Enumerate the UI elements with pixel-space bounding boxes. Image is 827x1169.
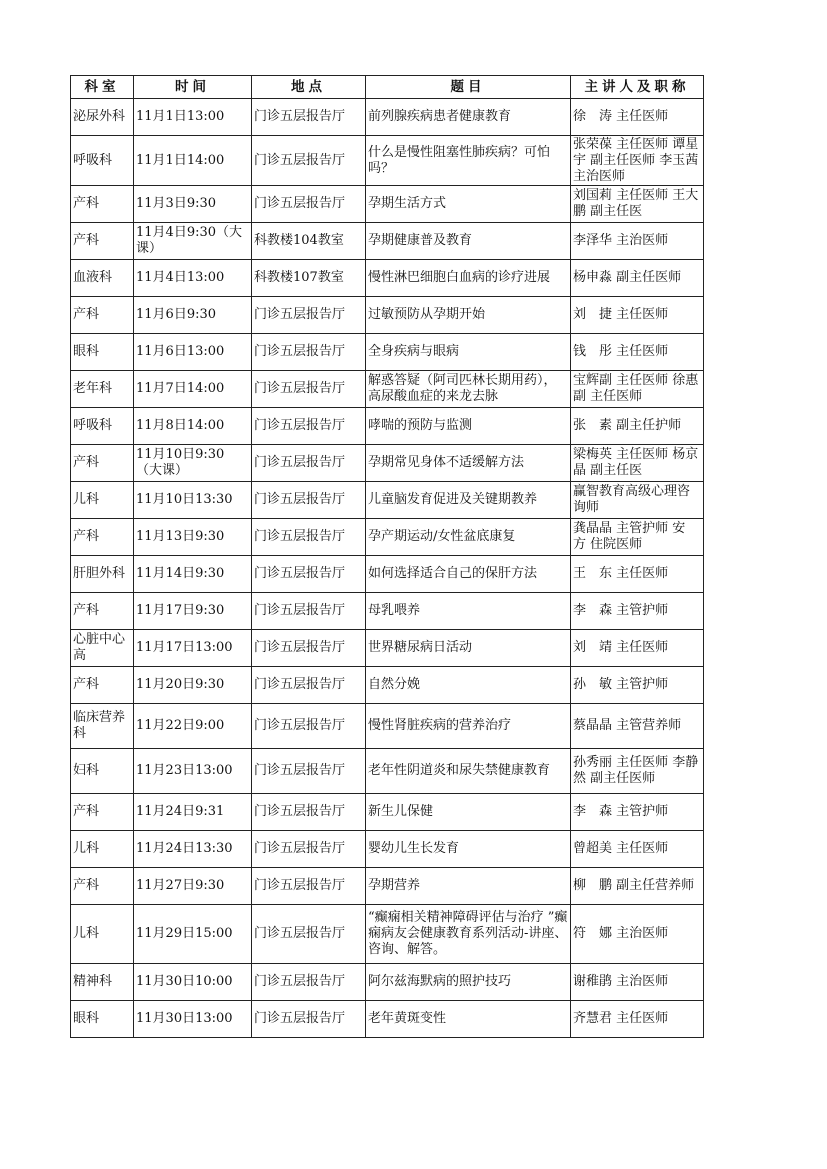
place-text: 门诊五层报告厅 xyxy=(254,677,346,692)
dept-text: 产科 xyxy=(73,233,100,248)
dept-text: 妇科 xyxy=(73,763,100,778)
dept-text: 产科 xyxy=(73,307,100,322)
cell-dept xyxy=(71,482,134,519)
cell-topic xyxy=(366,831,571,868)
cell-dept xyxy=(71,371,134,408)
time-text: 11月6日13:00 xyxy=(136,344,225,359)
place-text: 门诊五层报告厅 xyxy=(254,640,346,655)
speaker-text: 李 森 主管护师 xyxy=(573,603,669,618)
cell-dept xyxy=(71,1001,134,1038)
speaker-text: 王 东 主任医师 xyxy=(573,566,669,581)
cell-topic xyxy=(366,186,571,223)
dept-text: 泌尿外科 xyxy=(73,109,126,124)
dept-text: 精神科 xyxy=(73,974,113,989)
cell-speaker xyxy=(571,223,704,260)
place-text: 门诊五层报告厅 xyxy=(254,804,346,819)
speaker-text: 蔡晶晶 主管营养师 xyxy=(573,718,682,733)
topic-text: 全身疾病与眼病 xyxy=(368,344,460,359)
place-text: 门诊五层报告厅 xyxy=(254,841,346,856)
dept-text: 眼科 xyxy=(73,344,100,359)
cell-place xyxy=(252,667,366,704)
place-text: 门诊五层报告厅 xyxy=(254,455,346,470)
cell-speaker xyxy=(571,297,704,334)
cell-place xyxy=(252,1001,366,1038)
cell-topic xyxy=(366,630,571,667)
cell-time xyxy=(134,334,252,371)
place-text: 门诊五层报告厅 xyxy=(254,196,346,211)
topic-text: 前列腺疾病患者健康教育 xyxy=(368,109,512,124)
cell-topic xyxy=(366,667,571,704)
speaker-text: 钱 彤 主任医师 xyxy=(573,344,669,359)
cell-time xyxy=(134,260,252,297)
cell-topic xyxy=(366,297,571,334)
cell-speaker xyxy=(571,630,704,667)
place-text: 门诊五层报告厅 xyxy=(254,307,346,322)
cell-speaker xyxy=(571,334,704,371)
cell-topic xyxy=(366,445,571,482)
dept-text: 产科 xyxy=(73,196,100,211)
cell-place xyxy=(252,794,366,831)
cell-time xyxy=(134,630,252,667)
speaker-text: 刘 捷 主任医师 xyxy=(573,307,669,322)
cell-time xyxy=(134,482,252,519)
dept-text: 呼吸科 xyxy=(73,152,113,168)
cell-place xyxy=(252,99,366,136)
time-text: 11月29日15:00 xyxy=(136,926,233,941)
time-text: 11月10日9:30（大课） xyxy=(136,447,225,478)
dept-text: 呼吸科 xyxy=(73,418,113,433)
time-text: 11月24日13:30 xyxy=(136,841,233,856)
place-text: 门诊五层报告厅 xyxy=(254,381,346,396)
time-text: 11月20日9:30 xyxy=(136,677,225,692)
cell-time xyxy=(134,964,252,1001)
time-text: 11月10日13:30 xyxy=(136,492,233,507)
cell-topic xyxy=(366,334,571,371)
cell-topic xyxy=(366,408,571,445)
topic-text: 孕期常见身体不适缓解方法 xyxy=(368,455,525,470)
header-speaker: 主讲人及职称 xyxy=(571,76,704,99)
topic-text: 儿童脑发育促进及关键期教养 xyxy=(368,492,538,507)
table-row xyxy=(71,136,704,186)
cell-speaker xyxy=(571,964,704,1001)
speaker-text: 刘 靖 主任医师 xyxy=(573,640,669,655)
time-text: 11月3日9:30 xyxy=(136,196,217,211)
topic-text: 新生儿保健 xyxy=(368,804,434,819)
place-text: 门诊五层报告厅 xyxy=(254,1011,346,1026)
time-text: 11月13日9:30 xyxy=(136,529,225,544)
cell-place xyxy=(252,905,366,964)
cell-speaker xyxy=(571,831,704,868)
cell-dept xyxy=(71,334,134,371)
dept-text: 临床营养科 xyxy=(73,710,126,741)
cell-topic xyxy=(366,905,571,964)
cell-speaker xyxy=(571,186,704,223)
cell-dept xyxy=(71,519,134,556)
topic-text: 慢性肾脏疾病的营养治疗 xyxy=(368,718,512,733)
time-text: 11月24日9:31 xyxy=(136,804,225,819)
cell-time xyxy=(134,445,252,482)
cell-place xyxy=(252,334,366,371)
cell-dept xyxy=(71,260,134,297)
dept-text: 产科 xyxy=(73,603,100,618)
table-row xyxy=(71,593,704,630)
topic-text: 孕产期运动/女性盆底康复 xyxy=(368,529,516,544)
cell-time xyxy=(134,593,252,630)
cell-dept xyxy=(71,99,134,136)
cell-time xyxy=(134,1001,252,1038)
cell-topic xyxy=(366,964,571,1001)
table-row xyxy=(71,408,704,445)
cell-place xyxy=(252,371,366,408)
table-row xyxy=(71,868,704,905)
table-row xyxy=(71,556,704,593)
cell-topic xyxy=(366,136,571,186)
cell-dept xyxy=(71,964,134,1001)
table-row xyxy=(71,905,704,964)
cell-time xyxy=(134,667,252,704)
cell-place xyxy=(252,630,366,667)
cell-topic xyxy=(366,704,571,749)
header-topic: 题目 xyxy=(366,76,571,99)
dept-text: 心脏中心 高 xyxy=(73,632,152,663)
cell-dept xyxy=(71,868,134,905)
cell-speaker xyxy=(571,704,704,749)
cell-time xyxy=(134,136,252,186)
table-row xyxy=(71,667,704,704)
place-text: 门诊五层报告厅 xyxy=(254,926,346,941)
cell-speaker xyxy=(571,371,704,408)
time-text: 11月17日13:00 xyxy=(136,640,233,655)
header-time: 时间 xyxy=(134,76,252,99)
header-place: 地点 xyxy=(252,76,366,99)
cell-topic xyxy=(366,794,571,831)
place-text: 门诊五层报告厅 xyxy=(254,763,346,778)
cell-dept xyxy=(71,223,134,260)
cell-speaker xyxy=(571,905,704,964)
dept-text: 老年科 xyxy=(73,381,113,396)
place-text: 门诊五层报告厅 xyxy=(254,974,346,989)
time-text: 11月17日9:30 xyxy=(136,603,225,618)
topic-text: 母乳喂养 xyxy=(368,603,421,618)
topic-text: 老年黄斑变性 xyxy=(368,1011,447,1026)
time-text: 11月30日10:00 xyxy=(136,974,233,989)
cell-place xyxy=(252,408,366,445)
cell-topic xyxy=(366,99,571,136)
speaker-text: 刘国莉 主任医师 王大鹏 副主任医 xyxy=(573,188,699,219)
cell-place xyxy=(252,136,366,186)
speaker-text: 齐慧君 主任医师 xyxy=(573,1011,669,1026)
place-text: 门诊五层报告厅 xyxy=(254,109,346,124)
cell-speaker xyxy=(571,136,704,186)
cell-dept xyxy=(71,749,134,794)
speaker-text: 赢智教育高级心理咨询师 xyxy=(573,484,691,515)
cell-topic xyxy=(366,749,571,794)
topic-text: 孕期营养 xyxy=(368,878,421,893)
place-text: 门诊五层报告厅 xyxy=(254,878,346,893)
topic-text: 婴幼儿生长发育 xyxy=(368,841,460,856)
time-text: 11月22日9:00 xyxy=(136,718,225,733)
speaker-text: 曾超美 主任医师 xyxy=(573,841,669,856)
cell-place xyxy=(252,186,366,223)
dept-text: 产科 xyxy=(73,804,100,819)
dept-text: 血液科 xyxy=(73,270,113,285)
speaker-text: 梁梅英 主任医师 杨京晶 副主任医 xyxy=(573,447,699,478)
place-text: 门诊五层报告厅 xyxy=(254,344,346,359)
speaker-text: 张荣葆 主任医师 谭星宇 副主任医师 李玉茜 主治医师 xyxy=(573,136,699,184)
cell-topic xyxy=(366,519,571,556)
time-text: 11月23日13:00 xyxy=(136,763,233,778)
cell-dept xyxy=(71,445,134,482)
dept-text: 儿科 xyxy=(73,841,100,856)
cell-dept xyxy=(71,556,134,593)
cell-speaker xyxy=(571,519,704,556)
place-text: 门诊五层报告厅 xyxy=(254,418,346,433)
table-row xyxy=(71,334,704,371)
speaker-text: 宝辉副 主任医师 徐惠副 主任医师 xyxy=(573,373,699,404)
speaker-text: 柳 鹏 副主任营养师 xyxy=(573,878,695,893)
cell-topic xyxy=(366,482,571,519)
dept-text: 儿科 xyxy=(73,492,100,507)
cell-speaker xyxy=(571,1001,704,1038)
cell-time xyxy=(134,408,252,445)
table-row xyxy=(71,749,704,794)
cell-place xyxy=(252,868,366,905)
cell-time xyxy=(134,223,252,260)
cell-time xyxy=(134,297,252,334)
topic-text: 什么是慢性阻塞性肺疾病？可怕吗？ xyxy=(368,144,551,176)
place-text: 门诊五层报告厅 xyxy=(254,529,346,544)
cell-topic xyxy=(366,371,571,408)
speaker-text: 张 素 副主任护师 xyxy=(573,418,682,433)
table-row xyxy=(71,99,704,136)
cell-dept xyxy=(71,297,134,334)
table-row xyxy=(71,297,704,334)
speaker-text: 李 森 主管护师 xyxy=(573,804,669,819)
cell-dept xyxy=(71,408,134,445)
time-text: 11月14日9:30 xyxy=(136,566,225,581)
dept-text: 产科 xyxy=(73,677,100,692)
cell-topic xyxy=(366,593,571,630)
cell-time xyxy=(134,794,252,831)
dept-text: 产科 xyxy=(73,455,100,470)
cell-dept xyxy=(71,794,134,831)
cell-time xyxy=(134,519,252,556)
speaker-text: 孙 敏 主管护师 xyxy=(573,677,669,692)
table-row xyxy=(71,630,704,667)
topic-text: 解惑答疑（阿司匹林长期用药），高尿酸血症的来龙去脉 xyxy=(368,373,557,404)
time-text: 11月4日13:00 xyxy=(136,270,225,285)
table-row xyxy=(71,186,704,223)
dept-text: 肝胆外科 xyxy=(73,566,126,581)
table-row xyxy=(71,482,704,519)
table-row xyxy=(71,964,704,1001)
cell-place xyxy=(252,964,366,1001)
topic-text: “癫痫相关精神障碍评估与治疗 ”癫痫病友会健康教育系列活动-讲座、咨询、解答。 xyxy=(368,910,568,957)
time-text: 11月30日13:00 xyxy=(136,1011,233,1026)
speaker-text: 孙秀丽 主任医师 李静然 副主任医师 xyxy=(573,755,699,786)
cell-time xyxy=(134,749,252,794)
cell-dept xyxy=(71,136,134,186)
cell-place xyxy=(252,223,366,260)
header-dept: 科室 xyxy=(71,76,134,99)
time-text: 11月1日13:00 xyxy=(136,109,225,124)
time-text: 11月6日9:30 xyxy=(136,307,217,322)
table-row xyxy=(71,704,704,749)
topic-text: 慢性淋巴细胞白血病的诊疗进展 xyxy=(368,270,551,285)
place-text: 门诊五层报告厅 xyxy=(254,492,346,507)
cell-place xyxy=(252,593,366,630)
cell-topic xyxy=(366,223,571,260)
cell-time xyxy=(134,99,252,136)
cell-time xyxy=(134,905,252,964)
table-row xyxy=(71,371,704,408)
dept-text: 产科 xyxy=(73,878,100,893)
cell-dept xyxy=(71,593,134,630)
cell-topic xyxy=(366,1001,571,1038)
dept-text: 儿科 xyxy=(73,926,100,941)
place-text: 门诊五层报告厅 xyxy=(254,152,346,168)
cell-time xyxy=(134,556,252,593)
topic-text: 如何选择适合自己的保肝方法 xyxy=(368,566,538,581)
cell-speaker xyxy=(571,408,704,445)
topic-text: 过敏预防从孕期开始 xyxy=(368,307,486,322)
schedule-table xyxy=(70,75,704,1038)
table-row xyxy=(71,831,704,868)
cell-place xyxy=(252,831,366,868)
cell-speaker xyxy=(571,260,704,297)
time-text: 11月7日14:00 xyxy=(136,381,225,396)
table-row xyxy=(71,223,704,260)
time-text: 11月4日9:30（大课） xyxy=(136,225,243,256)
place-text: 门诊五层报告厅 xyxy=(254,603,346,618)
topic-text: 阿尔兹海默病的照护技巧 xyxy=(368,974,512,989)
dept-text: 产科 xyxy=(73,529,100,544)
cell-place xyxy=(252,482,366,519)
table-row xyxy=(71,1001,704,1038)
cell-dept xyxy=(71,704,134,749)
cell-topic xyxy=(366,556,571,593)
speaker-text: 龚晶晶 主管护师 安 方 住院医师 xyxy=(573,521,699,552)
speaker-text: 徐 涛 主任医师 xyxy=(573,109,669,124)
cell-speaker xyxy=(571,99,704,136)
table-row xyxy=(71,260,704,297)
place-text: 科教楼104教室 xyxy=(254,233,344,248)
dept-text: 眼科 xyxy=(73,1011,100,1026)
table-row xyxy=(71,445,704,482)
speaker-text: 符 娜 主治医师 xyxy=(573,926,669,941)
cell-place xyxy=(252,519,366,556)
place-text: 门诊五层报告厅 xyxy=(254,718,346,733)
cell-time xyxy=(134,371,252,408)
topic-text: 孕期生活方式 xyxy=(368,196,447,211)
cell-dept xyxy=(71,831,134,868)
cell-place xyxy=(252,704,366,749)
speaker-text: 谢稚鹃 主治医师 xyxy=(573,974,669,989)
cell-speaker xyxy=(571,593,704,630)
speaker-text: 李泽华 主治医师 xyxy=(573,233,669,248)
place-text: 门诊五层报告厅 xyxy=(254,566,346,581)
topic-text: 自然分娩 xyxy=(368,677,421,692)
cell-dept xyxy=(71,667,134,704)
cell-place xyxy=(252,749,366,794)
cell-time xyxy=(134,704,252,749)
cell-topic xyxy=(366,868,571,905)
cell-dept xyxy=(71,905,134,964)
topic-text: 哮喘的预防与监测 xyxy=(368,418,473,433)
cell-speaker xyxy=(571,667,704,704)
cell-dept xyxy=(71,630,152,667)
time-text: 11月8日14:00 xyxy=(136,418,225,433)
speaker-text: 杨申淼 副主任医师 xyxy=(573,270,682,285)
place-text: 科教楼107教室 xyxy=(254,270,344,285)
table-row xyxy=(71,519,704,556)
cell-place xyxy=(252,297,366,334)
cell-speaker xyxy=(571,868,704,905)
cell-time xyxy=(134,831,252,868)
cell-speaker xyxy=(571,482,704,519)
topic-text: 老年性阴道炎和尿失禁健康教育 xyxy=(368,763,551,778)
cell-place xyxy=(252,445,366,482)
cell-time xyxy=(134,186,252,223)
cell-topic xyxy=(366,260,571,297)
header-row xyxy=(71,76,704,99)
cell-speaker xyxy=(571,794,704,831)
time-text: 11月27日9:30 xyxy=(136,878,225,893)
cell-speaker xyxy=(571,749,704,794)
cell-time xyxy=(134,868,252,905)
topic-text: 世界糖尿病日活动 xyxy=(368,640,473,655)
table-row xyxy=(71,794,704,831)
topic-text: 孕期健康普及教育 xyxy=(368,233,473,248)
cell-place xyxy=(252,260,366,297)
cell-speaker xyxy=(571,445,704,482)
cell-place xyxy=(252,556,366,593)
time-text: 11月1日14:00 xyxy=(136,152,225,168)
cell-speaker xyxy=(571,556,704,593)
cell-dept xyxy=(71,186,134,223)
